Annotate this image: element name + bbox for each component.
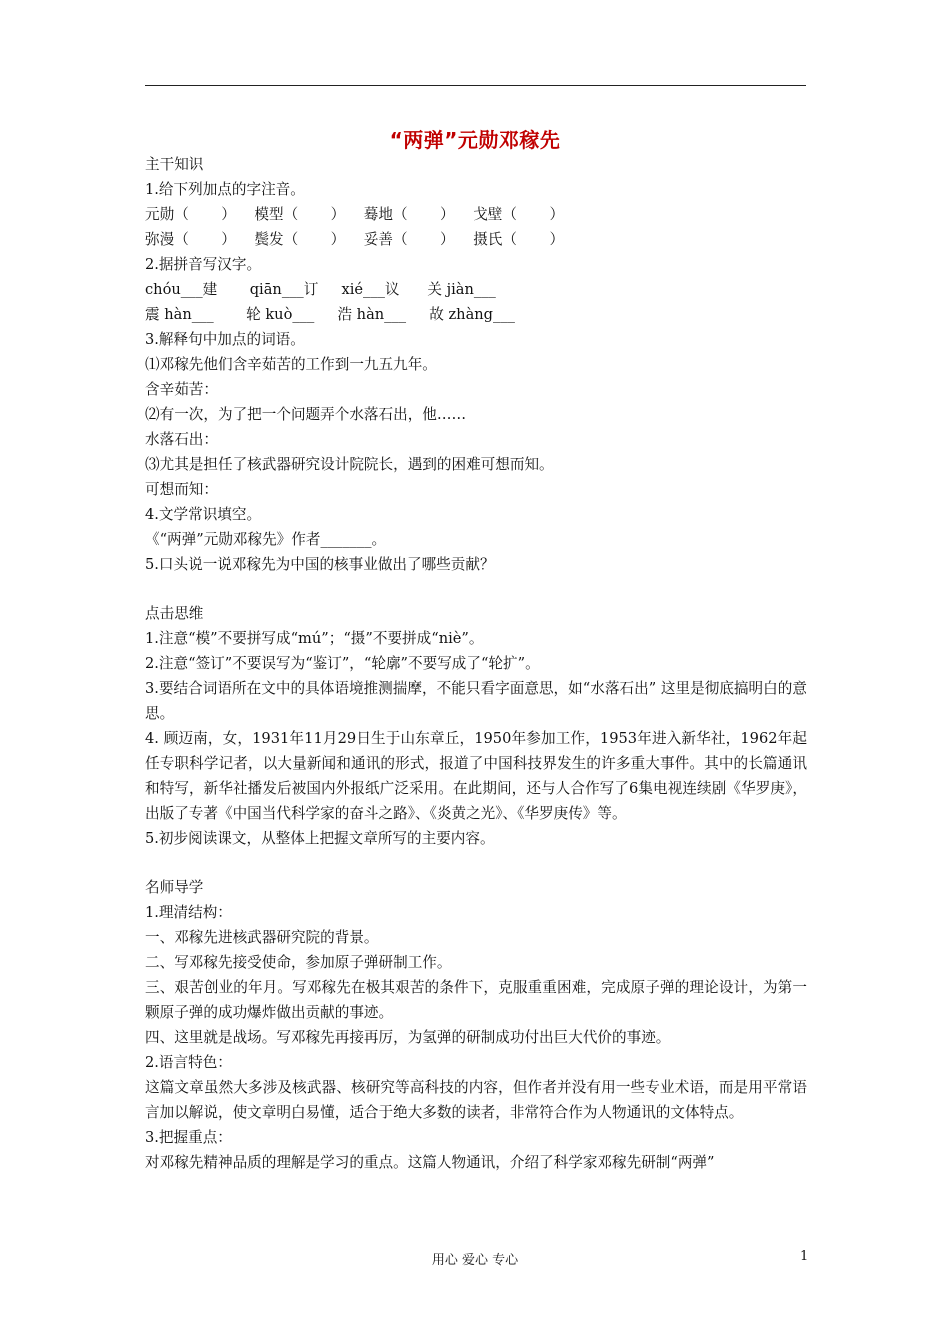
guide-structure-heading: 1.理清结构： [145, 904, 232, 921]
thinking-point-4: 4. 顾迈南，女，1931年11月29日生于山东章丘，1950年参加工作，1953年进入新华社，1962年起任专职科学记者，以大量新闻和通讯的形式，报道了中国科技界发生的许多重大事件。其中的长篇通讯和特写，新华社播发后被国内外报纸广泛采用。在此期间，还与人合作写了6集电视连续剧《华罗庚》，出版了专著《中国当代科学家的奋斗之路》、《炎黄之光》、《华罗庚传》等。 [145, 730, 807, 822]
page-footer: 用心 爱心 专心 [431, 1253, 519, 1268]
question-3: 3.解释句中加点的词语。 [145, 331, 305, 348]
thinking-point-2: 2.注意“签订”不要误写为“鉴订”，“轮廓”不要写成了“轮扩”。 [145, 655, 540, 672]
header-rule [145, 85, 806, 86]
page-number: 1 [800, 1249, 809, 1264]
page-title: “两弹”元勋邓稼先 [389, 128, 561, 152]
thinking-point-3: 3.要结合词语所在文中的具体语境推测揣摩，不能只看字面意思，如“水落石出” 这里是彻底搞明白的意思。 [145, 680, 807, 722]
pinyin-row-1: 元勋（ ） 模型（ ） 蓦地（ ） 戈壁（ ） [145, 206, 565, 223]
question-4-blank: 《“两弹”元勋邓稼先》作者_______。 [145, 531, 387, 548]
question-3-item-1: ⑴邓稼先他们含辛茹苦的工作到一九五九年。 [145, 356, 437, 373]
section-heading-teacher-guide: 名师导学 [145, 879, 204, 896]
question-1: 1.给下列加点的字注音。 [145, 181, 305, 198]
hanzi-row-2: 震 hàn___ 轮 kuò___ 浩 hàn___ 故 zhàng___ [145, 306, 515, 323]
question-3-answer-1: 含辛茹苦： [145, 381, 218, 398]
guide-language-paragraph: 这篇文章虽然大多涉及核武器、核研究等高科技的内容，但作者并没有用一些专业术语，而是用平常语言加以解说，使文章明白易懂，适合于绝大多数的读者，非常符合作为人物通讯的文体特点。 [145, 1079, 807, 1121]
section-heading-main-knowledge: 主干知识 [145, 156, 204, 173]
document-body [145, 152, 807, 1175]
thinking-point-5: 5.初步阅读课文，从整体上把握文章所写的主要内容。 [145, 830, 495, 847]
question-3-answer-3: 可想而知： [145, 481, 218, 498]
pinyin-row-2: 弥漫（ ） 鬓发（ ） 妥善（ ） 摄氏（ ） [145, 231, 565, 248]
section-gap [145, 577, 807, 601]
question-3-answer-2: 水落石出： [145, 431, 218, 448]
guide-focus-paragraph: 对邓稼先精神品质的理解是学习的重点。这篇人物通讯，介绍了科学家邓稼先研制“两弹” [145, 1154, 715, 1171]
guide-structure-part-3: 三、艰苦创业的年月。写邓稼先在极其艰苦的条件下，克服重重困难，完成原子弹的理论设计，为第一颗原子弹的成功爆炸做出贡献的事迹。 [145, 979, 807, 1021]
section-gap [145, 851, 807, 875]
guide-structure-part-2: 二、写邓稼先接受使命，参加原子弹研制工作。 [145, 954, 452, 971]
guide-structure-part-1: 一、邓稼先进核武器研究院的背景。 [145, 929, 379, 946]
question-5: 5.口头说一说邓稼先为中国的核事业做出了哪些贡献？ [145, 556, 495, 573]
question-4: 4.文学常识填空。 [145, 506, 262, 523]
thinking-point-1: 1.注意“模”不要拼写成“mú”；“摄”不要拼成“niè”。 [145, 630, 484, 647]
question-2: 2.据拼音写汉字。 [145, 256, 262, 273]
section-heading-thinking: 点击思维 [145, 605, 204, 622]
question-3-item-2: ⑵有一次，为了把一个问题弄个水落石出，他…… [145, 406, 467, 423]
guide-language-heading: 2.语言特色： [145, 1054, 232, 1071]
hanzi-row-1: chóu___建 qiān___订 xié___议 关 jiàn___ [145, 281, 496, 298]
question-3-item-3: ⑶尤其是担任了核武器研究设计院院长，遇到的困难可想而知。 [145, 456, 554, 473]
guide-focus-heading: 3.把握重点： [145, 1129, 232, 1146]
guide-structure-part-4: 四、这里就是战场。写邓稼先再接再厉，为氢弹的研制成功付出巨大代价的事迹。 [145, 1029, 671, 1046]
